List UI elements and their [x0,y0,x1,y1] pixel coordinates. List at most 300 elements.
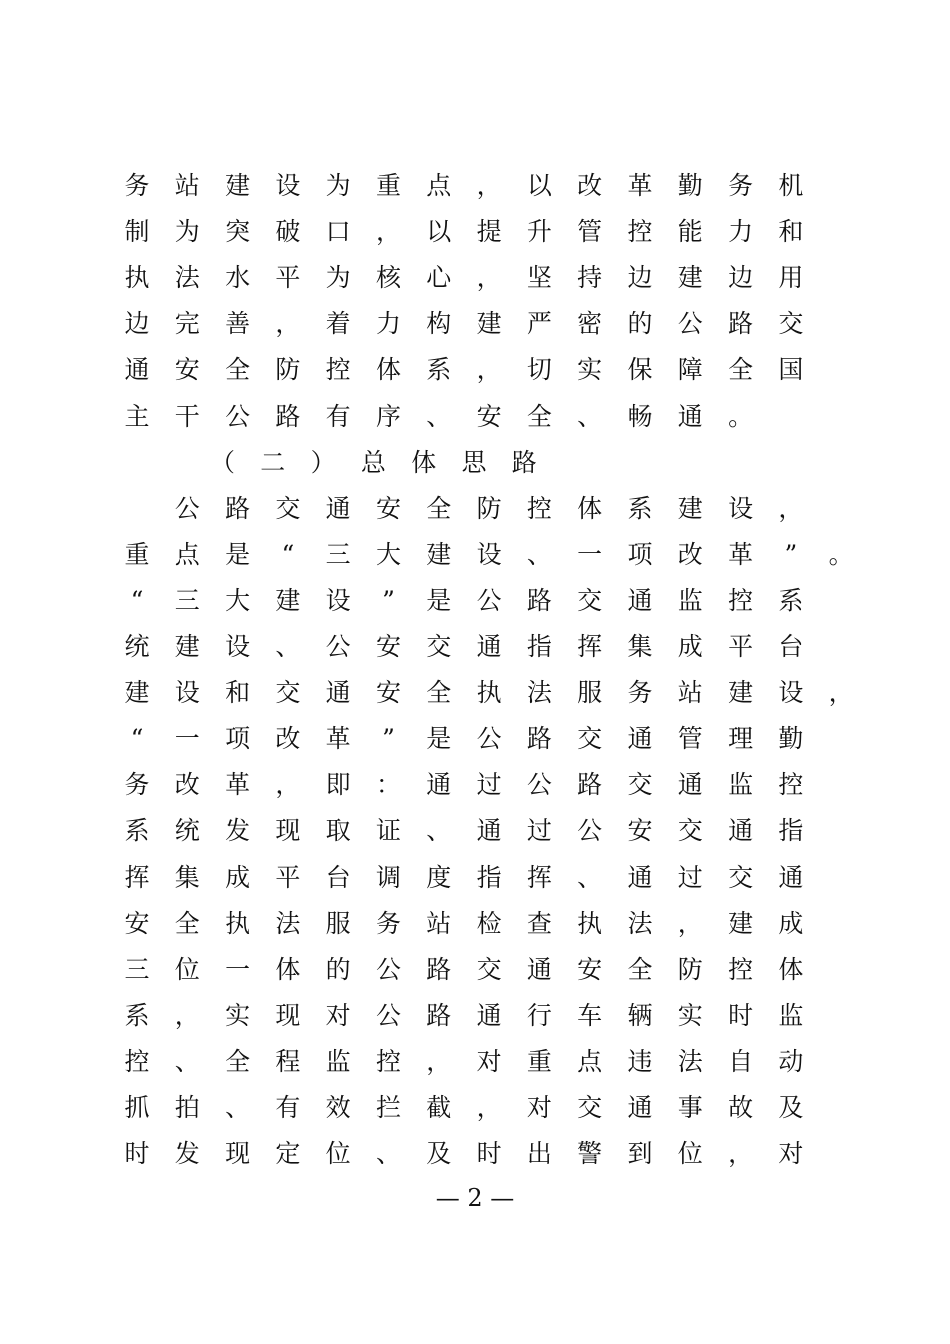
text-char: 抓 [124,1093,150,1122]
text-char: 系 [124,816,150,846]
text-char: 有 [275,1093,301,1122]
text-char: 事 [677,1093,703,1122]
text-char: 一 [225,954,251,984]
text-char: 程 [275,1046,301,1076]
text-char: 的 [627,309,653,339]
text-char: 的 [325,954,351,984]
text-char: （ [209,447,235,477]
text-char: ， [476,263,502,293]
text-char: 成 [778,908,804,938]
text-char: 动 [778,1046,804,1076]
text-char: 实 [677,1000,703,1030]
text-char: ， [476,171,502,200]
text-char: 防 [476,493,502,523]
text-char: 重 [375,171,401,200]
text-char: 挥 [124,862,150,892]
text-char: 发 [225,816,251,846]
text-char: 通 [476,816,502,846]
text-char: 监 [778,1000,804,1030]
text-char: 全 [627,954,653,984]
text-char: 交 [577,724,603,754]
text-char: 、 [526,539,552,569]
text-char: 通 [426,770,452,800]
text-char: 心 [426,263,452,293]
text-char: “ [130,724,144,754]
text-char: 全 [426,678,452,708]
text-char: 站 [174,171,200,200]
text-char: 通 [627,724,653,754]
text-char: ， [476,355,502,385]
text-char: 系 [778,585,804,615]
text-char: 成 [677,632,703,661]
text-char: 理 [728,724,754,754]
text-char: 拍 [174,1093,200,1122]
text-char: 指 [476,862,502,892]
text-char: 密 [577,309,603,339]
text-char: 违 [627,1046,653,1076]
text-char: 设 [174,678,200,708]
text-char: “ [130,585,144,615]
text-char: 系 [627,493,653,523]
text-char: 畅 [627,401,653,431]
text-char: 警 [577,1139,603,1169]
text-char: 国 [778,355,804,385]
text-char: 务 [124,770,150,800]
text-char: 公 [375,954,401,984]
text-char: 二 [260,447,286,477]
text-char: 路 [426,1000,452,1030]
text-char: 革 [225,770,251,800]
text-char: 调 [375,862,401,892]
text-char: 务 [728,171,754,200]
text-char: 位 [677,1139,703,1169]
text-char: 全 [174,908,200,938]
text-char: 对 [476,1046,502,1076]
text-char: 思 [461,447,487,477]
text-char: 法 [627,908,653,938]
text-char: 体 [577,493,603,523]
text-char: 升 [526,217,552,247]
text-char: 公 [476,585,502,615]
text-char: 体 [375,355,401,385]
text-char: 三 [174,585,200,615]
text-char: 建 [275,585,301,615]
text-char: 集 [627,632,653,661]
text-char: 控 [627,217,653,247]
text-char: 提 [476,217,502,247]
text-char: 公 [375,1000,401,1030]
text-char: 证 [375,816,401,846]
text-char: 安 [174,355,200,385]
page-number: — 2 — [435,1184,515,1212]
text-char: 统 [174,816,200,846]
text-char: 对 [778,1139,804,1169]
text-char: 总 [360,447,386,477]
text-char: 安 [476,401,502,431]
text-char: 通 [476,632,502,661]
text-char: 公 [577,816,603,846]
text-char: 全 [426,493,452,523]
text-char: 重 [526,1046,552,1076]
text-char: 及 [426,1139,452,1169]
text-char: 建 [728,908,754,938]
text-char: 突 [225,217,251,247]
text-char: 台 [778,632,804,661]
text-char: 台 [325,862,351,892]
text-char: 度 [426,862,452,892]
text-char: 、 [577,862,603,892]
text-char: ， [728,1139,754,1169]
text-char: 善 [225,309,251,339]
text-char: 、 [426,401,452,431]
text-char: ， [174,1000,200,1030]
text-char: 和 [778,217,804,247]
text-char: 定 [275,1139,301,1169]
text-char: 改 [174,770,200,800]
text-char: ， [426,1046,452,1076]
text-char: 安 [577,954,603,984]
text-char: 有 [325,401,351,431]
text-char: 。 [828,539,854,569]
text-char: 以 [426,217,452,247]
text-char: 通 [677,401,703,431]
text-char: 保 [627,355,653,385]
text-char: 设 [728,493,754,523]
text-char: 全 [728,355,754,385]
text-char: 项 [627,539,653,569]
text-char: 持 [577,263,603,293]
text-char: 设 [275,171,301,200]
text-char: 体 [778,954,804,984]
text-char: 改 [275,724,301,754]
text-char: 站 [677,678,703,708]
text-char: 公 [225,401,251,431]
text-char: 控 [526,493,552,523]
text-char: 口 [325,217,351,247]
text-char: 建 [728,678,754,708]
text-char: 效 [325,1093,351,1122]
text-char: 服 [325,908,351,938]
text-char: 交 [728,862,754,892]
text-char: 公 [325,632,351,661]
text-char: 点 [426,171,452,200]
text-char: 一 [174,724,200,754]
text-char: 控 [124,1046,150,1076]
text-char: ） [310,447,336,477]
text-char: 机 [778,171,804,200]
text-char: 交 [476,954,502,984]
text-char: 交 [275,493,301,523]
text-char: 坚 [526,263,552,293]
text-char: 法 [526,678,552,708]
text-char: 拦 [375,1093,401,1122]
text-char: 服 [577,678,603,708]
text-char: 时 [728,1000,754,1030]
text-char: 控 [778,770,804,800]
text-char: 为 [325,263,351,293]
text-char: 对 [526,1093,552,1122]
text-char: 革 [627,171,653,200]
text-char: 、 [577,401,603,431]
text-char: 路 [511,447,537,477]
text-char: 主 [124,401,150,431]
text-char: “ [281,539,295,569]
text-char: 为 [174,217,200,247]
text-char: 出 [526,1139,552,1169]
text-char: 执 [124,263,150,293]
text-char: 建 [677,493,703,523]
text-char: 通 [728,816,754,846]
text-char: 务 [124,171,150,200]
text-char: 、 [174,1046,200,1076]
text-char: 路 [426,954,452,984]
text-char: 安 [375,632,401,661]
text-char: 全 [225,1046,251,1076]
text-char: 实 [577,355,603,385]
text-char: 实 [225,1000,251,1030]
text-char: 通 [325,678,351,708]
text-char: 交 [426,632,452,661]
text-char: 建 [174,632,200,661]
text-char: ， [476,1093,502,1122]
text-char: 挥 [526,862,552,892]
text-char: 、 [225,1093,251,1122]
text-char: 过 [526,816,552,846]
text-char: 检 [476,908,502,938]
text-char: 勤 [677,171,703,200]
text-char: 通 [476,1000,502,1030]
text-char: 路 [225,493,251,523]
text-char: 控 [375,1046,401,1076]
text-char: 交 [778,309,804,339]
text-char: 对 [325,1000,351,1030]
text-char: 干 [174,401,200,431]
text-char: 通 [124,355,150,385]
text-char: 过 [476,770,502,800]
text-char: 执 [476,678,502,708]
text-char: 切 [526,355,552,385]
text-char: 通 [778,862,804,892]
text-char: 系 [426,355,452,385]
text-char: 监 [677,585,703,615]
text-char: 截 [426,1093,452,1122]
text-char: 破 [275,217,301,247]
text-char: 务 [627,678,653,708]
text-char: 控 [325,355,351,385]
text-char: 行 [526,1000,552,1030]
text-char: 统 [124,632,150,661]
text-char: 障 [677,355,703,385]
text-char: 设 [325,585,351,615]
text-char: 是 [426,724,452,754]
text-char: 制 [124,217,150,247]
text-char: 控 [728,585,754,615]
text-char: 严 [526,309,552,339]
text-char: 通 [677,770,703,800]
text-char: 、 [275,632,301,661]
text-char: 路 [577,770,603,800]
text-char: 建 [476,309,502,339]
text-char: 监 [728,770,754,800]
text-char: 到 [627,1139,653,1169]
text-char: 监 [325,1046,351,1076]
text-char: 防 [677,954,703,984]
text-char: 革 [325,724,351,754]
text-char: 路 [526,585,552,615]
text-char: 发 [174,1139,200,1169]
text-char: 现 [275,1000,301,1030]
text-char: 指 [526,632,552,661]
text-char: 设 [476,539,502,569]
text-char: 故 [728,1093,754,1122]
text-char: 现 [225,1139,251,1169]
text-char: 平 [275,862,301,892]
text-char: ” [382,724,395,754]
text-char: 务 [375,908,401,938]
text-char: 通 [627,1093,653,1122]
text-char: 改 [577,171,603,200]
text-char: 路 [526,724,552,754]
text-char: 安 [124,908,150,938]
text-char: ” [382,585,395,615]
text-char: 建 [677,263,703,293]
text-char: 平 [728,632,754,661]
text-char: 着 [325,309,351,339]
text-char: 一 [577,539,603,569]
text-char: 站 [426,908,452,938]
text-char: 车 [577,1000,603,1030]
text-char: 集 [174,862,200,892]
text-char: ， [275,770,301,800]
text-char: 通 [526,954,552,984]
text-char: 法 [275,908,301,938]
text-char: 平 [275,263,301,293]
text-char: 序 [375,401,401,431]
text-char: 设 [225,632,251,661]
text-char: 公 [174,493,200,523]
text-char: 管 [677,724,703,754]
text-char: 位 [174,954,200,984]
text-char: 公 [526,770,552,800]
text-char: 成 [225,862,251,892]
text-char: 过 [677,862,703,892]
text-char: 防 [275,355,301,385]
text-char: 交 [677,816,703,846]
text-char: 。 [728,401,754,431]
text-char: 路 [275,401,301,431]
text-char: 构 [426,309,452,339]
text-char: 建 [426,539,452,569]
text-char: 法 [677,1046,703,1076]
text-char: 点 [577,1046,603,1076]
text-char: 是 [225,539,251,569]
text-char: 项 [225,724,251,754]
text-char: 点 [174,539,200,569]
text-char: 通 [325,493,351,523]
text-char: 即 [325,770,351,800]
text-char: 勤 [778,724,804,754]
text-char: 执 [577,908,603,938]
text-char: 完 [174,309,200,339]
text-char: 以 [526,171,552,200]
text-char: 水 [225,263,251,293]
text-char: 三 [325,539,351,569]
text-char: 重 [124,539,150,569]
text-char: 挥 [577,632,603,661]
text-char: ， [677,908,703,938]
text-char: ， [828,678,854,708]
text-char: 、 [426,816,452,846]
text-char: 时 [476,1139,502,1169]
text-char: ， [375,217,401,247]
text-char: 查 [526,908,552,938]
text-char: 能 [677,217,703,247]
text-char: 自 [728,1046,754,1076]
text-char: 控 [728,954,754,984]
text-char: 全 [526,401,552,431]
text-char: 管 [577,217,603,247]
text-char: 体 [275,954,301,984]
text-char: 现 [275,816,301,846]
text-char: ： [375,770,401,800]
text-char: 时 [124,1139,150,1169]
text-char: 路 [728,309,754,339]
text-char: 全 [225,355,251,385]
text-char: 核 [375,263,401,293]
text-char: 力 [728,217,754,247]
text-char: 用 [778,263,804,293]
text-char: 大 [375,539,401,569]
text-char: 通 [627,585,653,615]
text-char: 交 [627,770,653,800]
text-char: ， [275,309,301,339]
text-char: ， [778,493,804,523]
text-char: 辆 [627,1000,653,1030]
text-char: 法 [174,263,200,293]
text-char: 大 [225,585,251,615]
text-char: 公 [476,724,502,754]
text-char: 为 [325,171,351,200]
text-char: 安 [627,816,653,846]
text-char: ” [784,539,798,569]
text-char: 是 [426,585,452,615]
text-char: 系 [124,1000,150,1030]
text-char: 边 [627,263,653,293]
text-char: 安 [375,678,401,708]
text-char: 建 [225,171,251,200]
text-char: 取 [325,816,351,846]
text-char: 边 [124,309,150,339]
text-char: 公 [677,309,703,339]
text-char: 改 [677,539,703,569]
text-char: 交 [577,585,603,615]
text-char: 指 [778,816,804,846]
text-char: 位 [325,1139,351,1169]
text-char: 体 [411,447,437,477]
text-char: 执 [225,908,251,938]
text-char: 边 [728,263,754,293]
text-char: 三 [124,954,150,984]
text-char: 革 [728,539,754,569]
text-char: 和 [225,678,251,708]
text-char: 交 [577,1093,603,1122]
text-char: 交 [275,678,301,708]
text-char: 通 [627,862,653,892]
text-char: 及 [778,1093,804,1122]
text-char: 建 [124,678,150,708]
text-char: 力 [375,309,401,339]
text-char: 、 [375,1139,401,1169]
